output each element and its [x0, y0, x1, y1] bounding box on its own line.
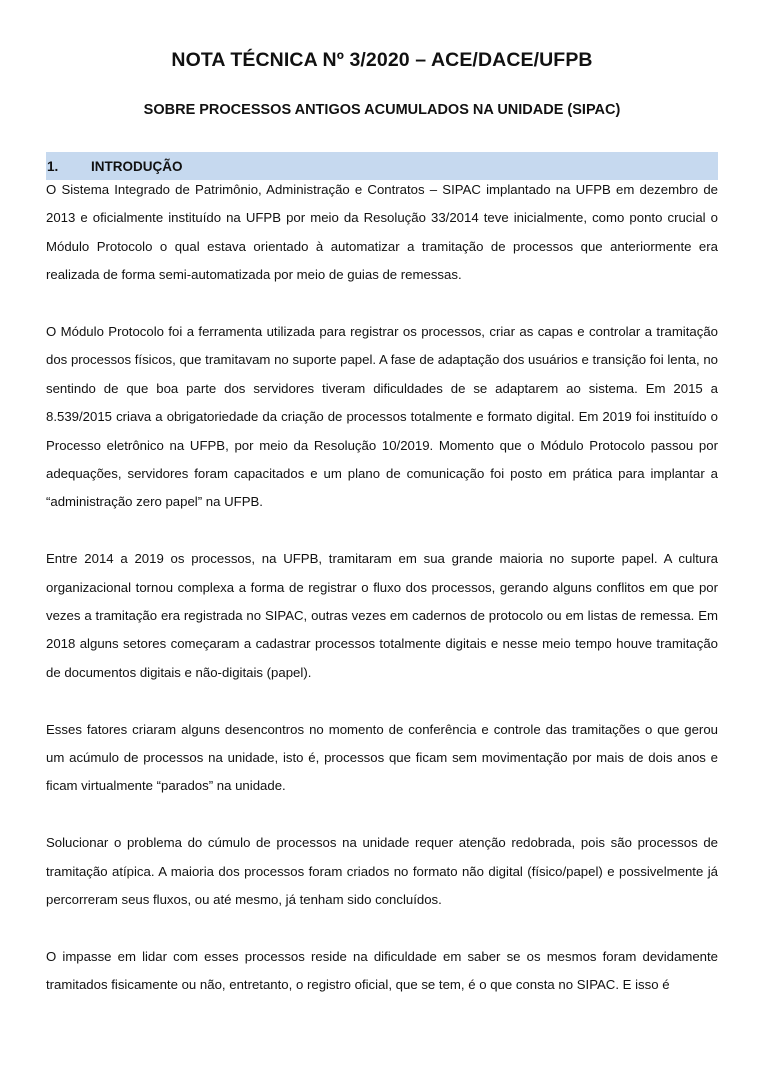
- document-title: NOTA TÉCNICA Nº 3/2020 – ACE/DACE/UFPB: [171, 49, 593, 71]
- document-body: [46, 176, 718, 1028]
- section-number: 1.: [47, 158, 59, 174]
- paragraph: Entre 2014 a 2019 os processos, na UFPB, tramitaram em sua grande maioria no suporte papel. A cultura organizacional tornou complexa a forma de registrar o fluxo dos processos, gerando alguns conflitos em que por vezes a tramitação era registrada no SIPAC, outras vezes em cadernos de protocolo ou em listas de remessa. Em 2018 alguns setores começaram a cadastrar processos totalmente digitais e nesse meio tempo houve tramitação de documentos digitais e não-digitais (papel).: [46, 551, 718, 680]
- paragraph: Solucionar o problema do cúmulo de processos na unidade requer atenção redobrada, pois são processos de tramitação atípica. A maioria dos processos foram criados no formato não digital (físico/papel) e possivelmente já percorreram seus fluxos, ou até mesmo, já tenham sido concluídos.: [46, 835, 718, 908]
- document-subtitle: SOBRE PROCESSOS ANTIGOS ACUMULADOS NA UNIDADE (SIPAC): [143, 102, 621, 118]
- paragraph: O impasse em lidar com esses processos reside na dificuldade em saber se os mesmos foram devidamente tramitados fisicamente ou não, entretanto, o registro oficial, que se tem, é o que consta no SIPAC. E isso é: [46, 948, 718, 993]
- section-title: INTRODUÇÃO: [91, 158, 183, 174]
- paragraph: O Sistema Integrado de Patrimônio, Administração e Contratos – SIPAC implantado na UFPB em dezembro de 2013 e oficialmente instituído na UFPB por meio da Resolução 33/2014 teve inicialmente, como ponto crucial o Módulo Protocolo o qual estava orientado à automatizar a tramitação de processos que anteriormente era realizada de forma semi-automatizada por meio de guias de remessas.: [46, 182, 718, 283]
- paragraph: Esses fatores criaram alguns desencontros no momento de conferência e controle das tramitações o que gerou um acúmulo de processos na unidade, isto é, processos que ficam sem movimentação por mais de dois anos e ficam virtualmente “parados” na unidade.: [46, 721, 718, 794]
- paragraph: O Módulo Protocolo foi a ferramenta utilizada para registrar os processos, criar as capas e controlar a tramitação dos processos físicos, que tramitavam no suporte papel. A fase de adaptação dos usuários e transição foi lenta, no sentindo de que boa parte dos servidores tiveram dificuldades de se adaptarem ao sistema. Em 2015 a 8.539/2015 criava a obrigatoriedade da criação de processos totalmente e formato digital. Em 2019 foi instituído o Processo eletrônico na UFPB, por meio da Resolução 10/2019. Momento que o Módulo Protocolo passou por adequações, servidores foram capacitados e um plano de comunicação foi posto em prática para implantar a “administração zero papel” na UFPB.: [46, 324, 718, 510]
